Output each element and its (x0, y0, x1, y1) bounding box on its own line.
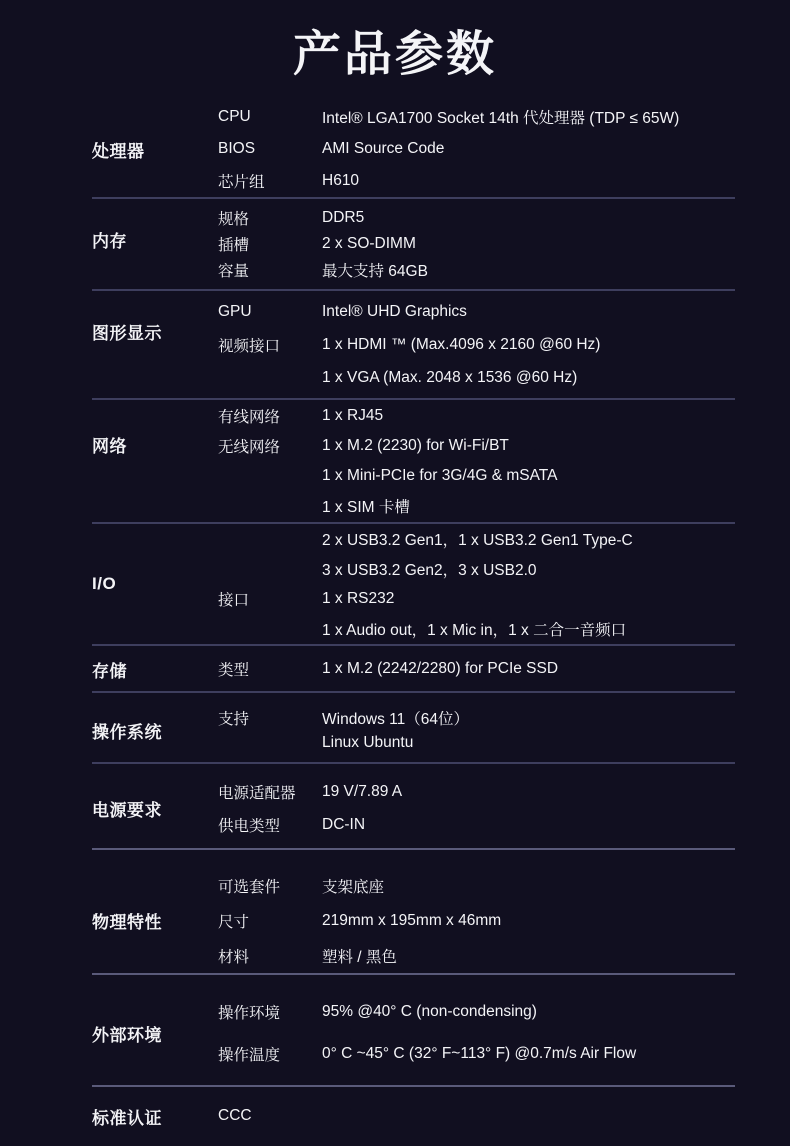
spec-value: 支架底座 (322, 878, 385, 896)
spec-row (218, 654, 735, 684)
section-rows (218, 205, 735, 283)
section-rows (218, 101, 735, 197)
section-category: 操作系统 (92, 722, 162, 742)
page-title: 产品参数 (292, 28, 497, 81)
section-category: 处理器 (92, 141, 145, 161)
spec-label: 支持 (218, 710, 250, 728)
spec-label: 接口 (218, 592, 250, 609)
spec-value: 1 x VGA (Max. 2048 x 1536 @60 Hz) (322, 368, 578, 386)
spec-value: 1 x HDMI ™ (Max.4096 x 2160 @60 Hz) (322, 335, 601, 353)
spec-label: BIOS (218, 140, 256, 157)
spec-row (218, 401, 735, 431)
spec-label: 规格 (218, 211, 250, 228)
spec-label: 插槽 (218, 237, 250, 254)
spec-value: 1 x RS232 (322, 590, 395, 607)
section-category: 内存 (92, 232, 127, 251)
spec-section (92, 693, 735, 764)
spec-label: 电源适配器 (218, 784, 296, 802)
spec-section (92, 764, 735, 850)
spec-row (218, 101, 735, 133)
spec-value: DC-IN (322, 815, 366, 833)
section-rows (218, 991, 735, 1075)
spec-row (218, 991, 735, 1033)
spec-value: Windows 11（64位） (322, 710, 470, 728)
spec-row (218, 431, 735, 461)
spec-value: 19 V/7.89 A (322, 782, 403, 800)
section-rows (218, 654, 735, 684)
spec-value: 1 x SIM 卡槽 (322, 499, 410, 516)
spec-value: 2 x USB3.2 Gen1，1 x USB3.2 Gen1 Type-C (322, 532, 633, 549)
spec-label: 可选套件 (218, 878, 281, 896)
spec-label: 尺寸 (218, 913, 250, 931)
spec-table (92, 100, 735, 1146)
spec-value: AMI Source Code (322, 140, 445, 157)
spec-row (218, 491, 735, 521)
spec-row (218, 808, 735, 841)
section-category: 物理特性 (92, 913, 162, 932)
section-rows (218, 524, 735, 644)
spec-row (218, 730, 735, 755)
spec-row (218, 705, 735, 730)
spec-label: 材料 (218, 948, 250, 966)
spec-row (218, 165, 735, 197)
section-category: 标准认证 (92, 1108, 162, 1128)
spec-value: H610 (322, 172, 360, 189)
spec-label: GPU (218, 302, 252, 320)
spec-row (218, 584, 735, 614)
spec-row (218, 461, 735, 491)
spec-value: 塑料 / 黑色 (322, 948, 397, 966)
spec-section (92, 291, 735, 400)
spec-label: CPU (218, 108, 251, 125)
spec-row (218, 361, 735, 394)
spec-label: 有线网络 (218, 409, 281, 426)
section-category: 电源要求 (92, 800, 162, 820)
spec-row (218, 554, 735, 584)
spec-label: CCC (218, 1107, 252, 1124)
section-category: 存储 (92, 661, 127, 681)
spec-value: 0° C ~45° C (32° F~113° F) @0.7m/s Air Flow (322, 1045, 637, 1062)
spec-row (218, 295, 735, 328)
spec-row (218, 1101, 735, 1131)
spec-value: 1 x Audio out，1 x Mic in，1 x 二合一音频口 (322, 622, 627, 639)
section-category: 图形显示 (92, 324, 162, 343)
spec-value: 1 x M.2 (2242/2280) for PCIe SSD (322, 660, 559, 677)
section-rows (218, 295, 735, 394)
section-rows (218, 868, 735, 973)
spec-label: 操作温度 (218, 1047, 281, 1064)
spec-section (92, 975, 735, 1087)
spec-value: DDR5 (322, 209, 365, 226)
spec-row (218, 257, 735, 283)
spec-value: 2 x SO-DIMM (322, 235, 416, 252)
spec-label: 无线网络 (218, 439, 281, 456)
spec-value: 1 x RJ45 (322, 407, 384, 424)
section-category: 网络 (92, 437, 127, 456)
section-rows (218, 775, 735, 841)
spec-row (218, 328, 735, 361)
spec-value: 1 x Mini-PCIe for 3G/4G & mSATA (322, 467, 558, 484)
section-rows (218, 401, 735, 521)
spec-label: 供电类型 (218, 817, 281, 835)
spec-row (218, 903, 735, 938)
spec-value: 219mm x 195mm x 46mm (322, 911, 502, 929)
spec-value: 3 x USB3.2 Gen2，3 x USB2.0 (322, 562, 537, 579)
spec-row (218, 133, 735, 165)
spec-label: 类型 (218, 662, 250, 679)
spec-section (92, 199, 735, 291)
spec-section (92, 100, 735, 199)
spec-row (218, 524, 735, 554)
spec-value: Intel® LGA1700 Socket 14th 代处理器 (TDP ≤ 65W) (322, 110, 680, 127)
section-rows (218, 1101, 735, 1131)
section-category: I/O (92, 574, 117, 593)
spec-label: 视频接口 (218, 337, 281, 355)
spec-label: 容量 (218, 263, 250, 280)
spec-section (92, 646, 735, 693)
spec-row (218, 231, 735, 257)
spec-section (92, 400, 735, 524)
section-category: 外部环境 (92, 1025, 162, 1045)
spec-row (218, 868, 735, 903)
spec-section (92, 524, 735, 646)
section-rows (218, 705, 735, 755)
spec-row (218, 775, 735, 808)
spec-section (92, 850, 735, 975)
spec-label: 芯片组 (218, 174, 265, 191)
spec-row (218, 614, 735, 644)
spec-section (92, 1087, 735, 1146)
spec-row (218, 205, 735, 231)
spec-value: 最大支持 64GB (322, 263, 428, 280)
spec-value: 1 x M.2 (2230) for Wi-Fi/BT (322, 437, 509, 454)
spec-value: 95% @40° C (non-condensing) (322, 1003, 537, 1020)
spec-value: Intel® UHD Graphics (322, 302, 467, 320)
spec-row (218, 938, 735, 973)
spec-value: Linux Ubuntu (322, 733, 414, 751)
spec-row (218, 1033, 735, 1075)
spec-label: 操作环境 (218, 1005, 281, 1022)
